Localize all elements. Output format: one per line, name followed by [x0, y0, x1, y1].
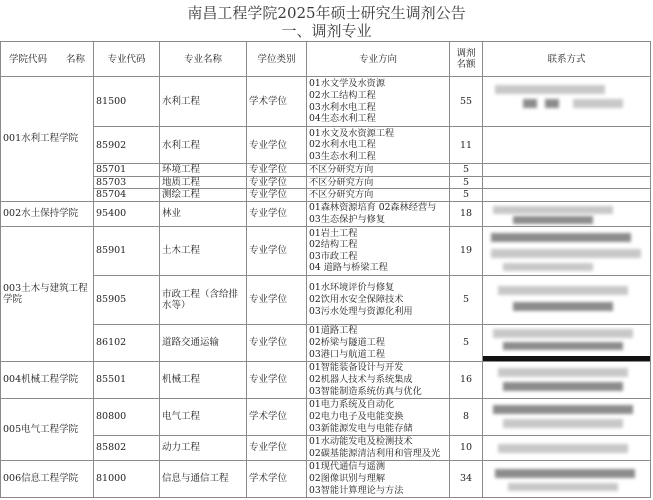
- direction-cell: 01智能装备设计与开发 02机器人技术与系统集成 03智能制造系统仿真与优化: [307, 361, 450, 398]
- table-row: [1, 226, 651, 275]
- major-name: 林业: [160, 201, 247, 226]
- contact-redacted: [483, 460, 651, 497]
- major-code: 85701: [94, 164, 160, 177]
- table-row: [1, 127, 651, 164]
- section-title: 一、调剂专业: [281, 22, 372, 40]
- major-code: 95400: [94, 201, 160, 226]
- degree-type: 专业学位: [247, 324, 307, 361]
- quota-cell: 18: [450, 201, 483, 226]
- table-row: [1, 189, 651, 202]
- direction-cell: 01水文及水资源工程 02水利水电工程 03生态水利工程: [307, 127, 450, 164]
- degree-type: 专业学位: [247, 226, 307, 275]
- major-name: 土木工程: [160, 226, 247, 275]
- college-cell: 006信息工程学院: [1, 460, 94, 497]
- major-name: 市政工程（含给排水等）: [160, 275, 247, 324]
- quota-cell: 5: [450, 324, 483, 361]
- quota-cell: 10: [450, 435, 483, 460]
- table-row: [1, 361, 651, 398]
- table-row: [1, 398, 651, 435]
- contact-redacted: [483, 435, 651, 460]
- degree-type: 专业学位: [247, 435, 307, 460]
- table-row: [1, 435, 651, 460]
- document-title: 南昌工程学院2025年硕士研究生调剂公告: [187, 4, 466, 22]
- major-code: 85905: [94, 275, 160, 324]
- quota-cell: 5: [450, 275, 483, 324]
- major-code: 81500: [94, 77, 160, 127]
- direction-cell: 01水环境评价与修复 02饮用水安全保障技术 03污水处理与资源化利用: [307, 275, 450, 324]
- college-cell: 004机械工程学院: [1, 361, 94, 398]
- contact-redacted: [483, 127, 651, 164]
- direction-cell: 01水动能发电及检测技术 02碳基能源清洁利用和管理及光: [307, 435, 450, 460]
- major-name: 地质工程: [160, 176, 247, 189]
- major-code: 81000: [94, 460, 160, 497]
- contact-redacted: [483, 398, 651, 435]
- header-major-code: 专业代码: [94, 42, 160, 77]
- table-row: [1, 324, 651, 361]
- quota-cell: 16: [450, 361, 483, 398]
- degree-type: 专业学位: [247, 361, 307, 398]
- degree-type: 专业学位: [247, 201, 307, 226]
- major-code: 85703: [94, 176, 160, 189]
- table-row: [1, 164, 651, 177]
- direction-cell: 01森林资源培育 02森林经营与 03生态保护与修复: [307, 201, 450, 226]
- college-cell: 005电气工程学院: [1, 398, 94, 460]
- table-row: [1, 201, 651, 226]
- direction-cell: 不区分研究方向: [307, 189, 450, 202]
- college-cell: 001水利工程学院: [1, 77, 94, 202]
- table-row: [1, 176, 651, 189]
- quota-cell: 5: [450, 189, 483, 202]
- major-code: 85901: [94, 226, 160, 275]
- header-major-name: 专业名称: [160, 42, 247, 77]
- contact-redacted: [483, 77, 651, 127]
- quota-cell: 8: [450, 398, 483, 435]
- contact-redacted: [483, 201, 651, 226]
- contact-redacted: [483, 189, 651, 202]
- degree-type: 专业学位: [247, 275, 307, 324]
- quota-cell: 11: [450, 127, 483, 164]
- adjustment-majors-table: [0, 41, 651, 498]
- contact-redacted: [483, 176, 651, 189]
- college-cell: 002水土保持学院: [1, 201, 94, 226]
- direction-cell: 01电力系统及自动化 02电力电子及电能变换 03新能源发电与电能存储: [307, 398, 450, 435]
- table-row: [1, 77, 651, 127]
- major-name: 道路交通运输: [160, 324, 247, 361]
- header-quota: 调剂名额: [450, 42, 483, 77]
- quota-cell: 19: [450, 226, 483, 275]
- contact-redacted: [483, 275, 651, 324]
- major-code: 85902: [94, 127, 160, 164]
- major-code: 86102: [94, 324, 160, 361]
- direction-cell: 不区分研究方向: [307, 164, 450, 177]
- degree-type: 专业学位: [247, 127, 307, 164]
- college-cell: 003土木与建筑工程学院: [1, 226, 94, 361]
- direction-cell: 不区分研究方向: [307, 176, 450, 189]
- major-name: 机械工程: [160, 361, 247, 398]
- degree-type: 学术学位: [247, 460, 307, 497]
- major-code: 85802: [94, 435, 160, 460]
- direction-cell: 01道路工程 02桥梁与隧道工程 03港口与航道工程: [307, 324, 450, 361]
- degree-type: 学术学位: [247, 398, 307, 435]
- degree-type: 专业学位: [247, 176, 307, 189]
- contact-redacted: [483, 226, 651, 275]
- quota-cell: 55: [450, 77, 483, 127]
- major-code: 85501: [94, 361, 160, 398]
- table-header-row: [1, 42, 651, 77]
- contact-redacted: [483, 361, 651, 398]
- header-contact: 联系方式: [483, 42, 651, 77]
- degree-type: 学术学位: [247, 77, 307, 127]
- major-code: 80800: [94, 398, 160, 435]
- header-college: 学院代码 名称: [1, 42, 94, 77]
- degree-type: 专业学位: [247, 189, 307, 202]
- contact-redacted: [483, 164, 651, 177]
- header-direction: 专业方向: [307, 42, 450, 77]
- major-name: 水利工程: [160, 127, 247, 164]
- header-degree-type: 学位类别: [247, 42, 307, 77]
- table-row: [1, 275, 651, 324]
- major-name: 信息与通信工程: [160, 460, 247, 497]
- degree-type: 专业学位: [247, 164, 307, 177]
- quota-cell: 5: [450, 176, 483, 189]
- direction-cell: 01水文学及水资源 02水工结构工程 03水利水电工程 04生态水利工程: [307, 77, 450, 127]
- major-name: 电气工程: [160, 398, 247, 435]
- direction-cell: 01现代通信与遥测 02图像识别与理解 03智能计算理论与方法: [307, 460, 450, 497]
- contact-redacted: [483, 324, 651, 361]
- major-code: 85704: [94, 189, 160, 202]
- table-row: [1, 460, 651, 497]
- quota-cell: 5: [450, 164, 483, 177]
- quota-cell: 34: [450, 460, 483, 497]
- major-name: 环境工程: [160, 164, 247, 177]
- major-name: 动力工程: [160, 435, 247, 460]
- major-name: 水利工程: [160, 77, 247, 127]
- major-name: 测绘工程: [160, 189, 247, 202]
- direction-cell: 01岩土工程 02结构工程 03市政工程 04 道路与桥梁工程: [307, 226, 450, 275]
